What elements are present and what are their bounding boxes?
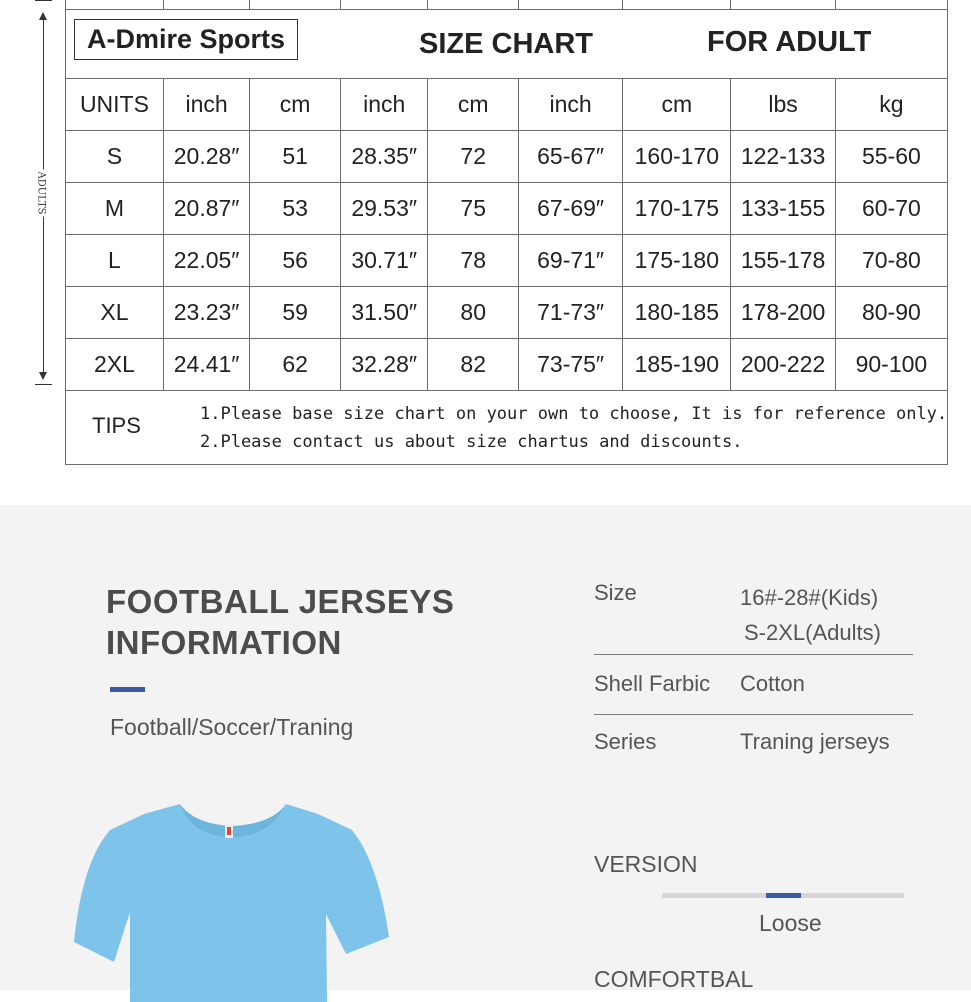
value-cell: 78	[428, 235, 519, 287]
height-tick-top	[35, 0, 52, 1]
value-cell: 65-67″	[519, 131, 623, 183]
value-cell: 53	[250, 183, 341, 235]
spec-row-fabric	[594, 655, 913, 715]
size-cell: XL	[66, 287, 164, 339]
value-cell: 31.50″	[340, 287, 427, 339]
tip-line: 1.Please base size chart on your own to choose, It is for reference only.	[200, 403, 948, 424]
version-marker	[766, 893, 801, 898]
value-cell: 67-69″	[519, 183, 623, 235]
unit-cell: inch	[340, 79, 427, 131]
value-cell: 73-75″	[519, 339, 623, 391]
unit-cell: inch	[163, 79, 249, 131]
tip-line: 2.Please contact us about size chartus and discounts.	[200, 431, 743, 452]
value-cell: 55-60	[835, 131, 948, 183]
value-cell: 70-80	[835, 235, 948, 287]
value-cell: 180-185	[623, 287, 731, 339]
value-cell: 80-90	[835, 287, 948, 339]
value-cell: 178-200	[731, 287, 835, 339]
unit-cell: lbs	[731, 79, 835, 131]
spec-value-line: S-2XL(Adults)	[744, 620, 881, 645]
value-cell: 60-70	[835, 183, 948, 235]
spec-row-size	[594, 577, 913, 655]
value-cell: 155-178	[731, 235, 835, 287]
adults-side-label: ADULTS	[35, 171, 47, 215]
value-cell: 29.53″	[340, 183, 427, 235]
value-cell: 160-170	[623, 131, 731, 183]
spec-key: Size	[594, 580, 637, 605]
value-cell: 170-175	[623, 183, 731, 235]
info-subtitle: Football/Soccer/Traning	[110, 714, 354, 740]
spec-value: Cotton	[740, 671, 805, 696]
version-label: VERSION	[594, 851, 698, 877]
value-cell: 122-133	[731, 131, 835, 183]
value-cell: 28.35″	[340, 131, 427, 183]
size-cell: L	[66, 235, 164, 287]
audience-title: FOR ADULT	[707, 26, 872, 58]
spec-key: Series	[594, 729, 657, 754]
version-value: Loose	[759, 910, 822, 936]
value-cell: 24.41″	[163, 339, 249, 391]
value-cell: 32.28″	[340, 339, 427, 391]
jersey-info-section	[0, 505, 971, 990]
table-row	[66, 131, 948, 183]
table-row	[66, 183, 948, 235]
arrow-down-icon	[39, 372, 47, 380]
accent-divider	[110, 687, 145, 692]
value-cell: 30.71″	[340, 235, 427, 287]
value-cell: 20.28″	[163, 131, 249, 183]
value-cell: 75	[428, 183, 519, 235]
value-cell: 51	[250, 131, 341, 183]
unit-cell: cm	[623, 79, 731, 131]
size-cell: 2XL	[66, 339, 164, 391]
value-cell: 56	[250, 235, 341, 287]
value-cell: 71-73″	[519, 287, 623, 339]
spec-key: Shell Farbic	[594, 671, 711, 696]
version-scale	[662, 893, 904, 898]
size-cell: S	[66, 131, 164, 183]
table-title-row	[66, 10, 948, 79]
value-cell: 69-71″	[519, 235, 623, 287]
tips-row	[66, 391, 948, 465]
value-cell: 175-180	[623, 235, 731, 287]
comfort-label: COMFORTBAL	[594, 966, 754, 992]
spec-list	[594, 577, 913, 775]
value-cell: 62	[250, 339, 341, 391]
table-row	[66, 339, 948, 391]
info-title	[106, 581, 454, 663]
units-row	[66, 79, 948, 131]
value-cell: 72	[428, 131, 519, 183]
unit-cell: cm	[250, 79, 341, 131]
value-cell: 185-190	[623, 339, 731, 391]
tshirt-tag-print	[227, 827, 231, 835]
value-cell: 20.87″	[163, 183, 249, 235]
spec-value	[740, 580, 881, 650]
value-cell: 133-155	[731, 183, 835, 235]
value-cell: 80	[428, 287, 519, 339]
height-tick-bottom	[35, 384, 52, 385]
value-cell: 200-222	[731, 339, 835, 391]
brand-logo: A-Dmire Sports	[74, 19, 298, 60]
tshirt-image	[72, 802, 392, 1002]
tips-label: TIPS	[92, 413, 141, 438]
spec-value: Traning jerseys	[740, 729, 890, 754]
value-cell: 59	[250, 287, 341, 339]
value-cell: 90-100	[835, 339, 948, 391]
spec-row-series	[594, 715, 913, 775]
table-top-stub-row	[66, 0, 948, 10]
value-cell: 23.23″	[163, 287, 249, 339]
value-cell: 22.05″	[163, 235, 249, 287]
value-cell: 82	[428, 339, 519, 391]
units-header: UNITS	[66, 79, 164, 131]
size-cell: M	[66, 183, 164, 235]
info-title-line: FOOTBALL JERSEYS	[106, 583, 455, 620]
spec-value-line: 16#-28#(Kids)	[740, 585, 879, 610]
info-title-line: INFORMATION	[106, 624, 342, 661]
table-row	[66, 235, 948, 287]
table-row	[66, 287, 948, 339]
unit-cell: inch	[519, 79, 623, 131]
size-table	[65, 0, 948, 465]
unit-cell: kg	[835, 79, 948, 131]
unit-cell: cm	[428, 79, 519, 131]
chart-title: SIZE CHART	[419, 28, 593, 60]
